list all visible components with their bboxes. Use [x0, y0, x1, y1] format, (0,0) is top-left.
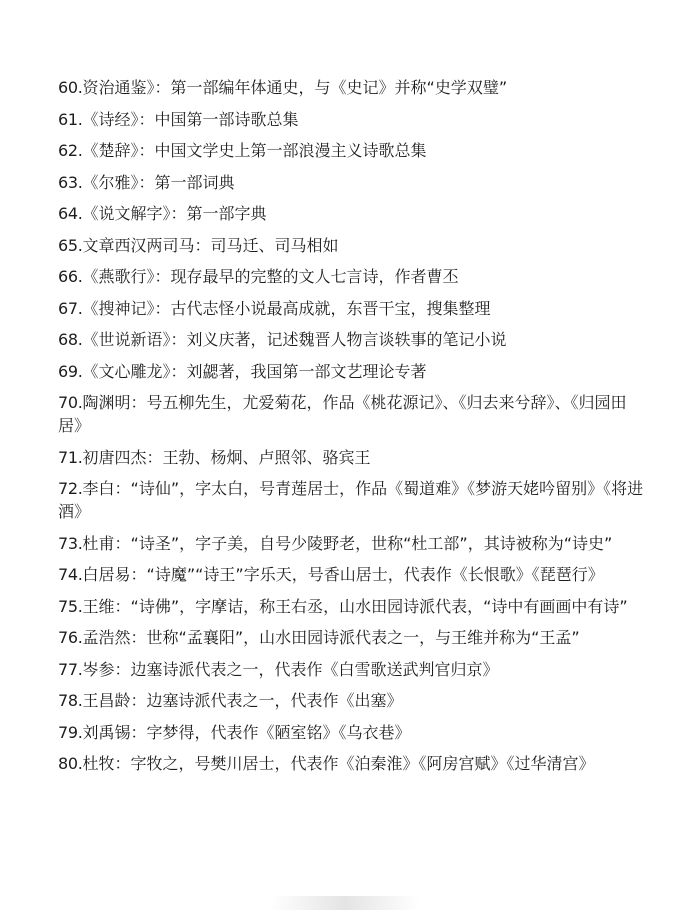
entry-text: 刘禹锡：字梦得，代表作《陋室铭》《乌衣巷》: [82, 722, 411, 742]
list-item: [58, 477, 648, 523]
entry-number: 72.: [58, 479, 83, 498]
entry-text: 《楚辞》：中国文学史上第一部浪漫主义诗歌总集: [82, 141, 427, 160]
entry-text: 《燕歌行》：现存最早的完整的文人七言诗，作者曹丕: [82, 267, 459, 286]
entry-number: 77.: [58, 659, 83, 679]
entry-text: 孟浩然：世称“孟襄阳”，山水田园诗派代表之一，与王维并称为“王孟”: [82, 628, 580, 647]
entry-text: 陶渊明：号五柳先生，尤爱菊花，作品《桃花源记》、《归去来兮辞》、《归园田居》: [58, 393, 627, 435]
entry-text: 《搜神记》：古代志怪小说最高成就，东晋干宝，搜集整理: [82, 298, 491, 318]
entry-text: 李白：“诗仙”，字太白，号青莲居士，作品《蜀道难》《梦游天姥吟留别》《将进酒》: [58, 479, 644, 521]
entry-text: 白居易：“诗魔”“诗王”字乐天，号香山居士，代表作《长恨歌》《琵琶行》: [82, 565, 604, 584]
list-item: [58, 171, 648, 194]
entry-text: 王维：“诗佛”，字摩诘，称王右丞，山水田园诗派代表，“诗中有画画中有诗”: [82, 596, 628, 616]
entry-text: 文章西汉两司马：司马迁、司马相如: [82, 235, 339, 255]
list-item: [58, 391, 648, 437]
entry-number: 62.: [58, 141, 83, 160]
entry-text: 初唐四杰：王勃、杨炯、卢照邻、骆宾王: [82, 447, 371, 467]
list-item: [58, 202, 648, 225]
list-item: [58, 328, 648, 351]
entry-number: 73.: [58, 533, 83, 553]
entry-text: 王昌龄：边塞诗派代表之一，代表作《出塞》: [82, 691, 403, 710]
entry-text: 《尔雅》：第一部词典: [82, 172, 235, 192]
entry-text: 《世说新语》：刘义庆著，记述魏晋人物言谈轶事的笔记小说: [82, 330, 507, 349]
entry-number: 79.: [58, 722, 83, 742]
list-item: [58, 139, 648, 162]
entry-number: 70.: [58, 393, 83, 412]
entry-number: 60.: [58, 78, 83, 97]
list-item: [58, 752, 648, 775]
entry-text: 《说文解字》：第一部字典: [82, 204, 267, 223]
entry-text: 杜牧：字牧之，号樊川居士，代表作《泊秦淮》《阿房宫赋》《过华清宫》: [82, 754, 595, 773]
entry-number: 64.: [58, 204, 83, 223]
entry-number: 76.: [58, 628, 83, 647]
entry-number: 69.: [58, 361, 83, 381]
list-item: [58, 626, 648, 649]
entry-number: 61.: [58, 109, 83, 129]
entry-list: [58, 76, 648, 784]
entry-text: 岑参：边塞诗派代表之一，代表作《白雪歌送武判官归京》: [82, 659, 499, 679]
entry-number: 68.: [58, 330, 83, 349]
list-item: [58, 265, 648, 288]
entry-number: 65.: [58, 235, 83, 255]
entry-number: 71.: [58, 447, 83, 467]
entry-number: 80.: [58, 754, 83, 773]
entry-number: 67.: [58, 298, 83, 318]
list-item: [58, 658, 648, 681]
list-item: [58, 532, 648, 555]
list-item: [58, 721, 648, 744]
list-item: [58, 595, 648, 618]
entry-text: 《文心雕龙》：刘勰著，我国第一部文艺理论专著: [82, 361, 427, 381]
list-item: [58, 108, 648, 131]
entry-text: 资治通鉴》：第一部编年体通史，与《史记》并称“史学双璧”: [82, 78, 508, 97]
list-item: [58, 689, 648, 712]
list-item: [58, 76, 648, 99]
list-item: [58, 360, 648, 383]
entry-text: 杜甫：“诗圣”，字子美，自号少陵野老，世称“杜工部”，其诗被称为“诗史”: [82, 533, 613, 553]
watermark-smudge: [270, 896, 420, 910]
entry-number: 74.: [58, 565, 83, 584]
entry-number: 75.: [58, 596, 83, 616]
entry-number: 78.: [58, 691, 83, 710]
list-item: [58, 297, 648, 320]
entry-number: 63.: [58, 172, 83, 192]
entry-text: 《诗经》：中国第一部诗歌总集: [82, 109, 299, 129]
list-item: [58, 446, 648, 469]
list-item: [58, 234, 648, 257]
entry-number: 66.: [58, 267, 83, 286]
list-item: [58, 563, 648, 586]
